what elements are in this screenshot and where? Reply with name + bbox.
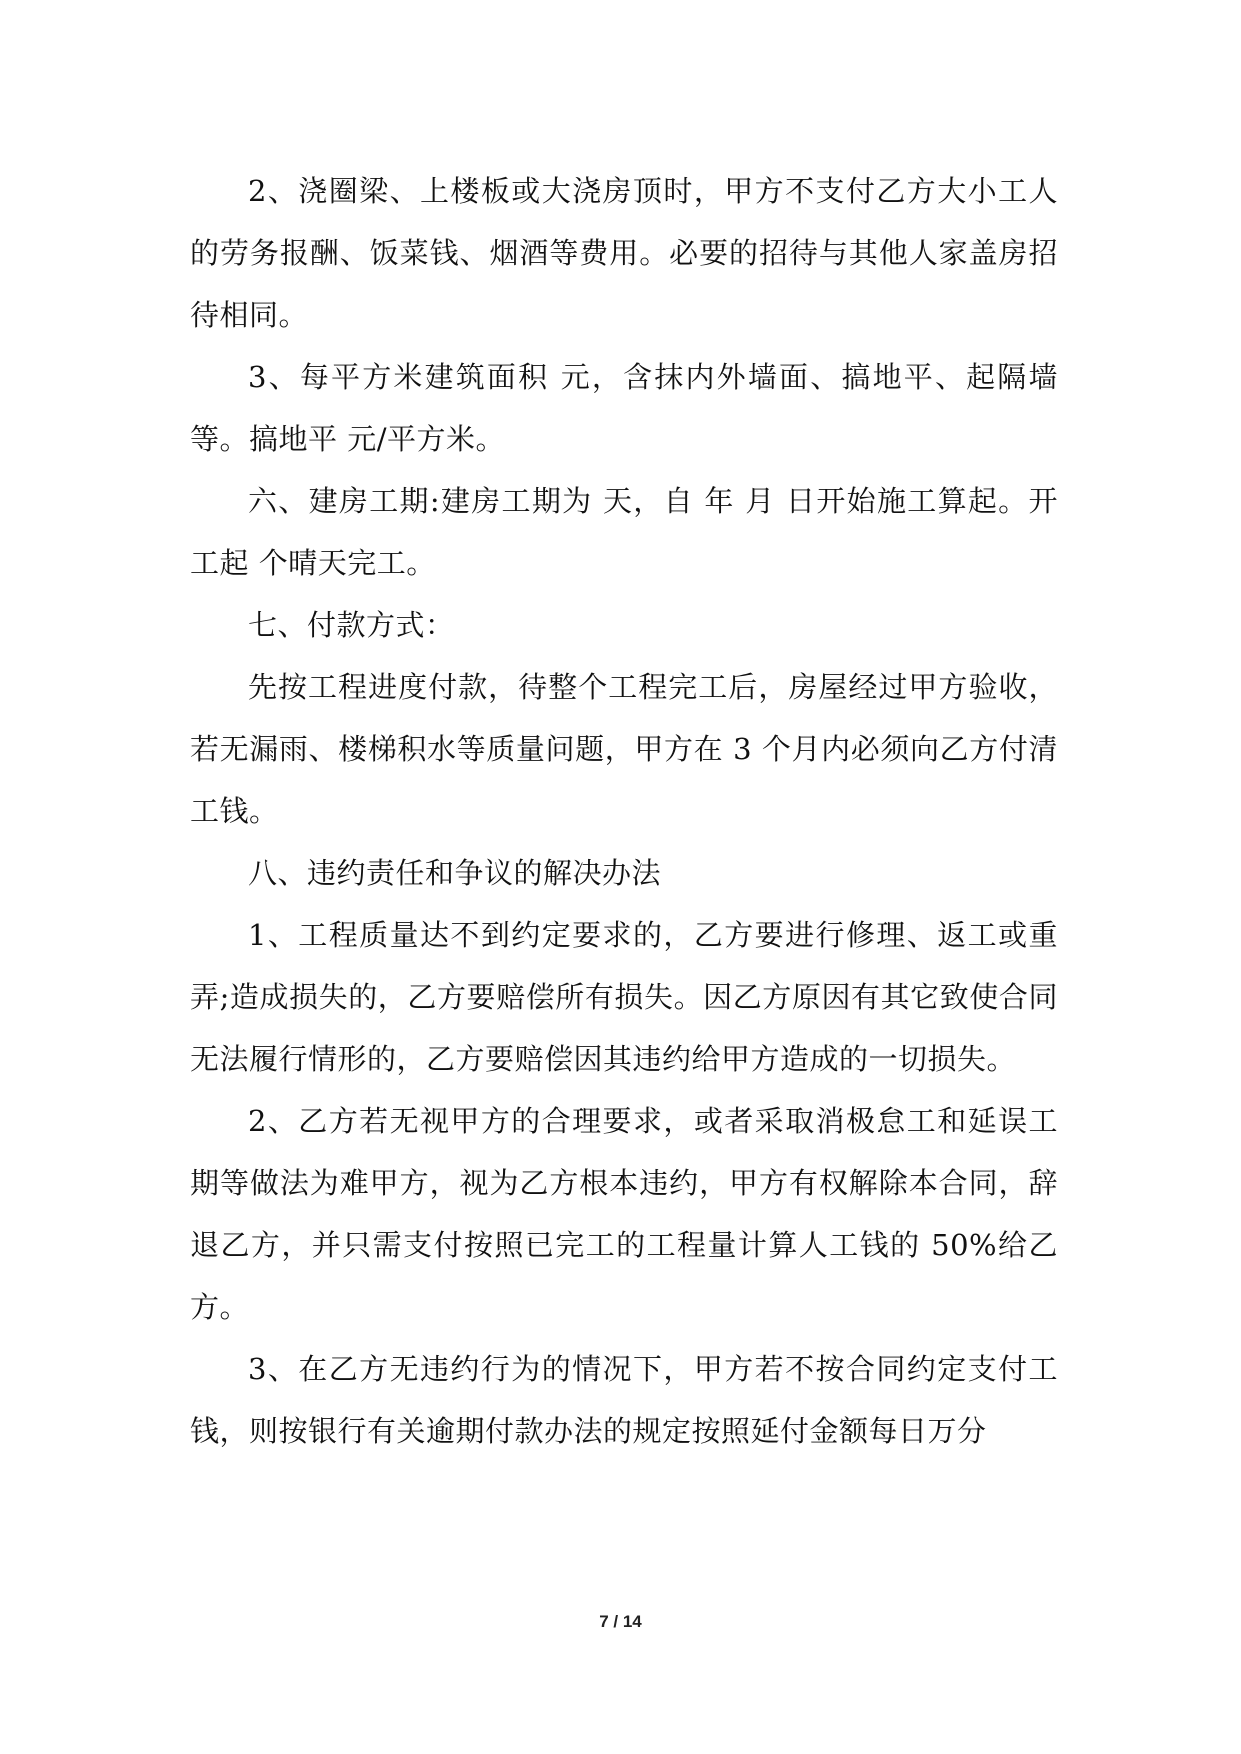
document-body — [190, 160, 1058, 1462]
paragraph-construction-period: 六、建房工期:建房工期为 天，自 年 月 日开始施工算起。开工起 个晴天完工。 — [190, 484, 1058, 580]
paragraph-construction-costs: 2、浇圈梁、上楼板或大浇房顶时，甲方不支付乙方大小工人的劳务报酬、饭菜钱、烟酒等费用。必要的招待与其他人家盖房招待相同。 — [190, 174, 1058, 332]
heading-payment-method: 七、付款方式： — [248, 608, 455, 642]
paragraph-payment-terms: 先按工程进度付款，待整个工程完工后，房屋经过甲方验收，若无漏雨、楼梯积水等质量问题，甲方在 3 个月内必须向乙方付清工钱。 — [190, 670, 1058, 828]
paragraph-late-payment: 3、在乙方无违约行为的情况下，甲方若不按合同约定支付工钱，则按银行有关逾期付款办法的规定按照延付金额每日万分 — [190, 1352, 1058, 1448]
paragraph-price-per-square-meter: 3、每平方米建筑面积 元，含抹内外墙面、搞地平、起隔墙等。搞地平 元/平方米。 — [190, 360, 1058, 456]
heading-breach-liability: 八、违约责任和争议的解决办法 — [248, 856, 662, 890]
paragraph-quality-breach: 1、工程质量达不到约定要求的，乙方要进行修理、返工或重弄;造成损失的，乙方要赔偿所有损失。因乙方原因有其它致使合同无法履行情形的，乙方要赔偿因其违约给甲方造成的一切损失。 — [190, 918, 1058, 1076]
paragraph-fundamental-breach: 2、乙方若无视甲方的合理要求，或者采取消极怠工和延误工期等做法为难甲方，视为乙方根本违约，甲方有权解除本合同，辞退乙方，并只需支付按照已完工的工程量计算人工钱的 50%给乙方。 — [190, 1104, 1058, 1324]
page-number: 7 / 14 — [599, 1612, 642, 1631]
